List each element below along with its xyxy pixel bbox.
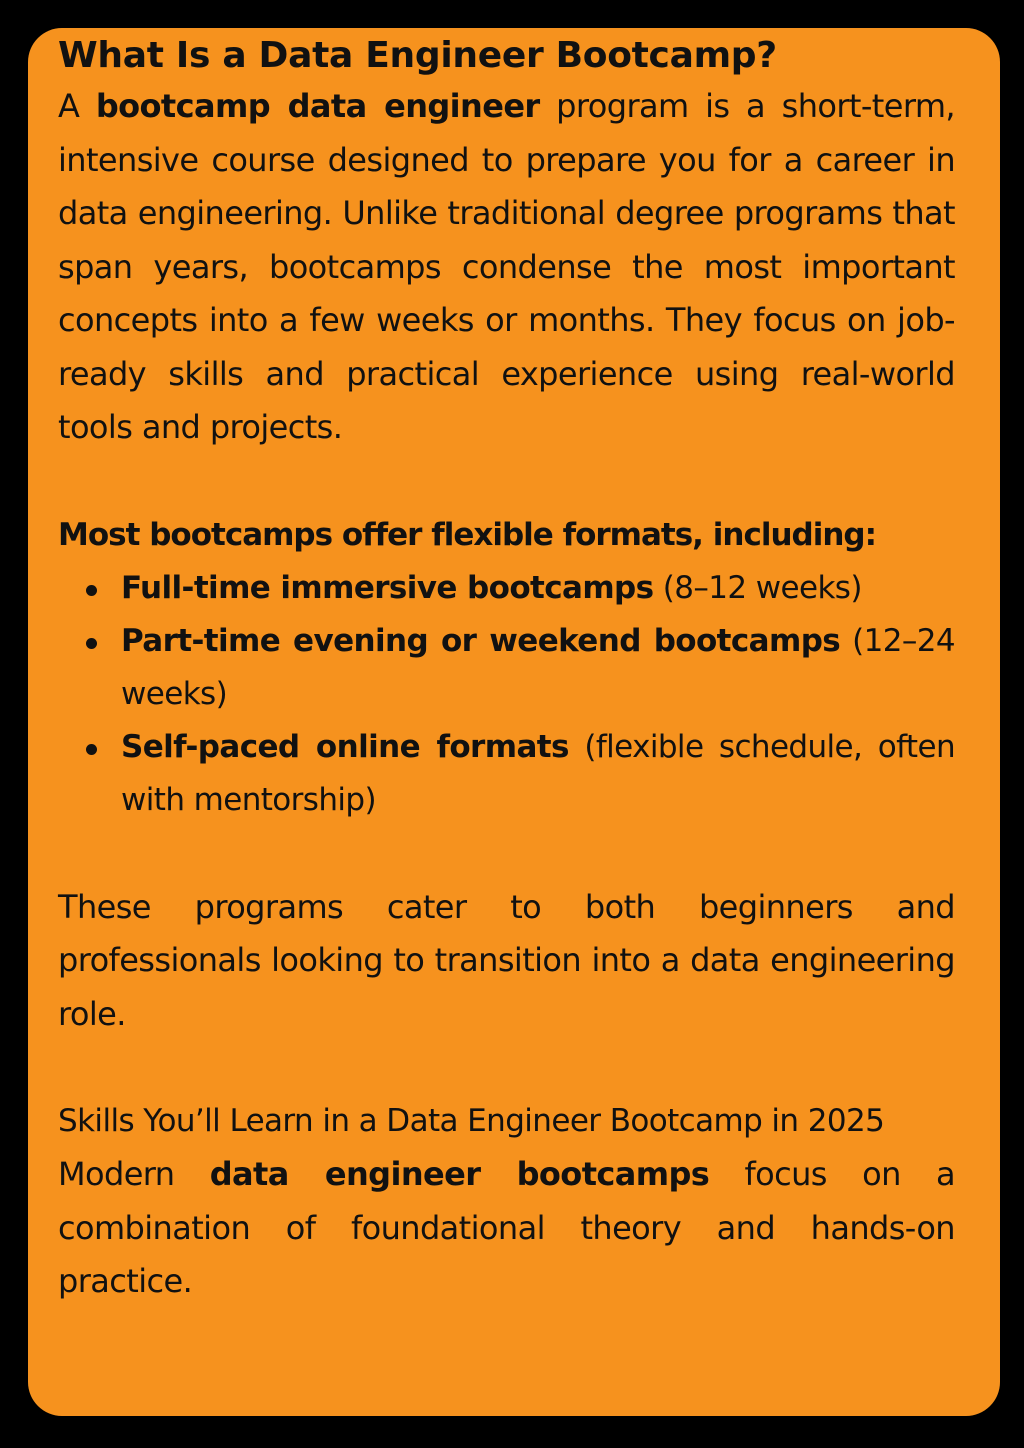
intro-bold-term: bootcamp data engineer (95, 87, 540, 125)
skills-text-start: Modern (58, 1155, 210, 1193)
list-item-detail: (flexible schedule, often with mentorship) (121, 728, 955, 818)
list-item (121, 562, 955, 615)
bullet-icon (86, 638, 97, 649)
list-item-bold: Self-paced online formats (121, 728, 569, 765)
skills-bold-term: data engineer bootcamps (209, 1155, 710, 1193)
intro-paragraph (58, 80, 955, 455)
spacer (58, 827, 955, 881)
spacer (58, 455, 955, 509)
formats-list (58, 562, 955, 827)
list-item (121, 721, 955, 827)
content-card (28, 28, 1000, 1416)
skills-heading: Skills You’ll Learn in a Data Engineer Bootcamp in 2025 (58, 1103, 885, 1139)
formats-heading: Most bootcamps offer flexible formats, including: (58, 516, 876, 553)
list-item-bold: Full-time immersive bootcamps (121, 569, 654, 606)
list-item-detail: (12–24 weeks) (121, 622, 955, 712)
bullet-icon (86, 744, 97, 755)
bullet-icon (86, 585, 97, 596)
audience-paragraph: These programs cater to both beginners and professionals looking to transition into a data engineering role. (58, 887, 955, 1033)
list-item-bold: Part-time evening or weekend bootcamps (121, 622, 841, 659)
page-title: What Is a Data Engineer Bootcamp? (58, 35, 777, 76)
intro-text-rest: program is a short-term, intensive course designed to prepare you for a career in data engineering. Unlike traditional degree programs that span years, bootcamps condense the most important concepts into a few weeks or months. They focus on job-ready skills and practical experience using real-world tools and projects. (58, 87, 955, 446)
list-item-detail: (8–12 weeks) (653, 569, 862, 606)
skills-paragraph (58, 1148, 955, 1309)
skills-text-rest: focus on a combination of foundational theory and hands-on practice. (58, 1155, 955, 1300)
intro-text-start: A (58, 87, 96, 125)
list-item (121, 615, 955, 721)
spacer (58, 1041, 955, 1095)
